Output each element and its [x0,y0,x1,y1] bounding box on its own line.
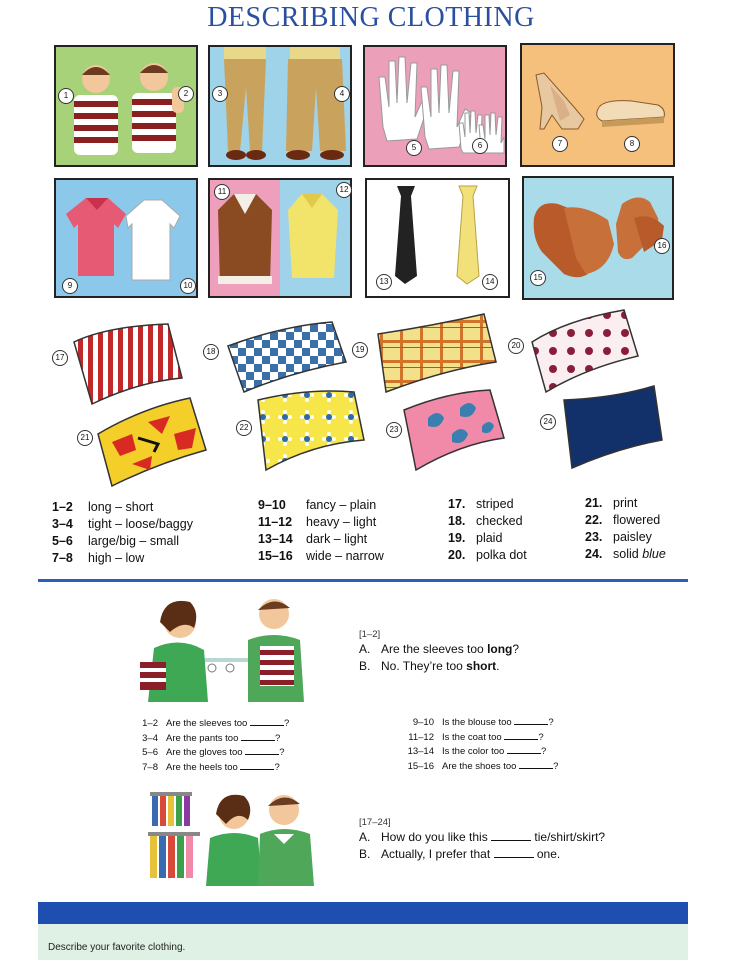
swatch-number: 19 [352,342,368,358]
practice-left [124,717,289,775]
vocab-number: 23. [585,530,603,544]
coats-illustration [210,180,350,296]
section-divider [38,579,688,582]
practice-text: Are the gloves too [166,747,243,758]
vocab-term: wide – narrow [306,549,384,563]
swatch-print [92,394,212,490]
vocab-term: checked [476,514,523,528]
panel-number: 8 [624,136,640,152]
dialog-keyword: short [466,659,497,673]
practice-text: Are the pants too [166,732,239,744]
vocab-term: heavy – light [306,515,377,529]
vocab-number: 17. [448,497,466,511]
vocab-row [258,497,384,514]
vocab-term: paisley [613,530,652,544]
panel-number: 6 [472,138,488,154]
vocab-col-1 [52,499,193,567]
vocab-row [585,529,666,546]
vocab-row [258,514,384,531]
shirts-illustration [56,180,196,296]
speaker-label: B. [359,659,371,673]
practice-text: Are the shoes too [442,760,517,772]
answer-blank [250,725,284,726]
practice-item: 3–4 Are the pants too ? [124,732,289,747]
vocab-term: flowered [613,513,661,527]
vocab-term: fancy – plain [306,498,377,512]
dialog-punct: . [496,659,500,673]
swatch-number: 23 [386,422,402,438]
men-striped-sweaters-illustration [56,47,196,165]
swatch-number: 21 [77,430,93,446]
swatch-plaid [372,312,502,396]
shoppers-ties-illustration [144,786,344,888]
practice-number: 9–10 [412,717,434,728]
dialog-keyword: long [487,642,513,656]
dialog-2 [359,816,605,863]
practice-number: 15–16 [407,760,434,772]
vocab-row [52,499,193,516]
practice-number: 11–12 [408,731,434,743]
vocab-number: 7–8 [52,551,73,565]
practice-number: 7–8 [142,761,158,773]
panel-tight-loose [208,45,352,167]
swatch-paisley [398,388,510,474]
vocab-number: 1–2 [52,500,73,514]
swatch-solid-blue [558,384,668,474]
swatch-number: 22 [236,420,252,436]
vocab-term: large/big – small [88,534,180,548]
practice-number: 5–6 [142,747,158,758]
vocab-row [52,516,193,533]
vocab-number: 3–4 [52,517,73,531]
practice-item: 7–8 Are the heels too ? [124,761,289,776]
answer-blank [504,739,538,740]
panel-number: 9 [62,278,78,294]
vocab-row [52,533,193,550]
practice-text: Is the blouse too [442,717,512,728]
vocab-term: plaid [476,531,503,545]
answer-blank [507,753,541,754]
dialog-ref: [17–24] [359,817,391,828]
panel-number: 15 [530,270,546,286]
swatch-flowered [252,384,368,480]
dialog-text: How do you like this [381,830,488,844]
practice-right [400,716,558,774]
dialog-line-a [359,829,605,846]
dialog-text: No. They’re too [381,659,467,673]
panel-number: 2 [178,86,194,102]
panel-number: 7 [552,136,568,152]
practice-number: 1–2 [142,718,158,729]
panel-high-low [520,43,675,167]
loafers-illustration [524,178,672,298]
practice-text: Is the color too [442,746,505,757]
vocab-term-emphasis: blue [642,547,666,561]
dialog-1 [359,628,519,675]
vocab-row [448,530,527,547]
vocab-number: 18. [448,514,466,528]
vocab-number: 21. [585,496,603,510]
dialog-line-a [359,641,519,658]
answer-blank [241,740,275,741]
practice-text: Are the heels too [166,761,238,773]
shoppers-sweater-illustration [124,592,344,704]
vocab-number: 13–14 [258,532,293,546]
dialog-ref: [1–2] [359,629,381,640]
vocab-row [585,495,666,512]
vocab-number: 5–6 [52,534,73,548]
dialog-text: Are the sleeves too [381,642,488,656]
footer-prompt: Describe your favorite clothing. [48,942,186,953]
panel-number: 5 [406,140,422,156]
dialog-text: Actually, I prefer that [381,847,491,861]
vocab-term: striped [476,497,514,511]
speaker-label: A. [359,642,371,656]
vocab-row [448,547,527,564]
footer-bar [38,902,688,924]
answer-blank [494,857,534,858]
swatch-number: 24 [540,414,556,430]
practice-item: 13–14 Is the color too ? [400,745,558,760]
panel-number: 4 [334,86,350,102]
vocab-term: long – short [88,500,154,514]
vocab-row [448,496,527,513]
vocab-col-3 [448,496,527,564]
practice-item: 1–2 Are the sleeves too ? [124,717,289,732]
swatch-number: 18 [203,344,219,360]
swatch-polka-dot [526,306,646,396]
panel-long-short [54,45,198,167]
practice-item: 15–16 Are the shoes too ? [400,760,558,775]
speaker-label: B. [359,847,371,861]
vocab-term: high – low [88,551,145,565]
answer-blank [240,769,274,770]
vocab-number: 22. [585,513,603,527]
practice-text: Is the coat too [442,731,502,743]
answer-blank [245,754,279,755]
practice-number: 3–4 [142,732,158,744]
vocab-row [585,512,666,529]
vocab-row [448,513,527,530]
panel-heavy-light [208,178,352,298]
panel-number: 14 [482,274,498,290]
practice-item: 11–12 Is the coat too ? [400,731,558,746]
vocab-number: 20. [448,548,466,562]
pants-illustration [210,47,350,165]
vocab-term: tight – loose/baggy [88,517,193,531]
vocab-number: 15–16 [258,549,293,563]
dialog-options: tie/shirt/skirt? [534,830,606,844]
vocab-term: dark – light [306,532,368,546]
vocab-row [585,546,666,563]
panel-number: 10 [180,278,196,294]
speaker-label: A. [359,830,371,844]
swatch-number: 20 [508,338,524,354]
dialog-line-b [359,846,605,863]
vocab-number: 11–12 [258,515,293,529]
shoes-illustration [522,45,673,165]
vocab-col-4 [585,495,666,563]
dialog-line-b [359,658,519,675]
vocab-col-2 [258,497,384,565]
answer-blank [514,724,548,725]
panel-number: 16 [654,238,670,254]
panel-number: 11 [214,184,230,200]
vocab-number: 24. [585,547,603,561]
vocab-row [258,531,384,548]
vocab-term: polka dot [476,548,527,562]
vocab-number: 9–10 [258,498,286,512]
panel-number: 1 [58,88,74,104]
vocab-term: print [613,496,638,510]
swatch-number: 17 [52,350,68,366]
practice-text: Are the sleeves too [166,718,248,729]
panel-number: 12 [336,182,352,198]
vocab-row [258,548,384,565]
dialog-end: one. [536,847,561,861]
practice-number: 13–14 [407,746,434,757]
page-title: DESCRIBING CLOTHING [207,2,535,33]
practice-item: 5–6 Are the gloves too ? [124,746,289,761]
answer-blank [519,768,553,769]
vocab-row [52,550,193,567]
panel-number: 3 [212,86,228,102]
panel-number: 13 [376,274,392,290]
practice-item: 9–10 Is the blouse too ? [400,716,558,731]
answer-blank [491,840,531,841]
dialog-punct: ? [512,642,520,656]
vocab-term: solid [613,547,643,561]
vocab-number: 19. [448,531,466,545]
